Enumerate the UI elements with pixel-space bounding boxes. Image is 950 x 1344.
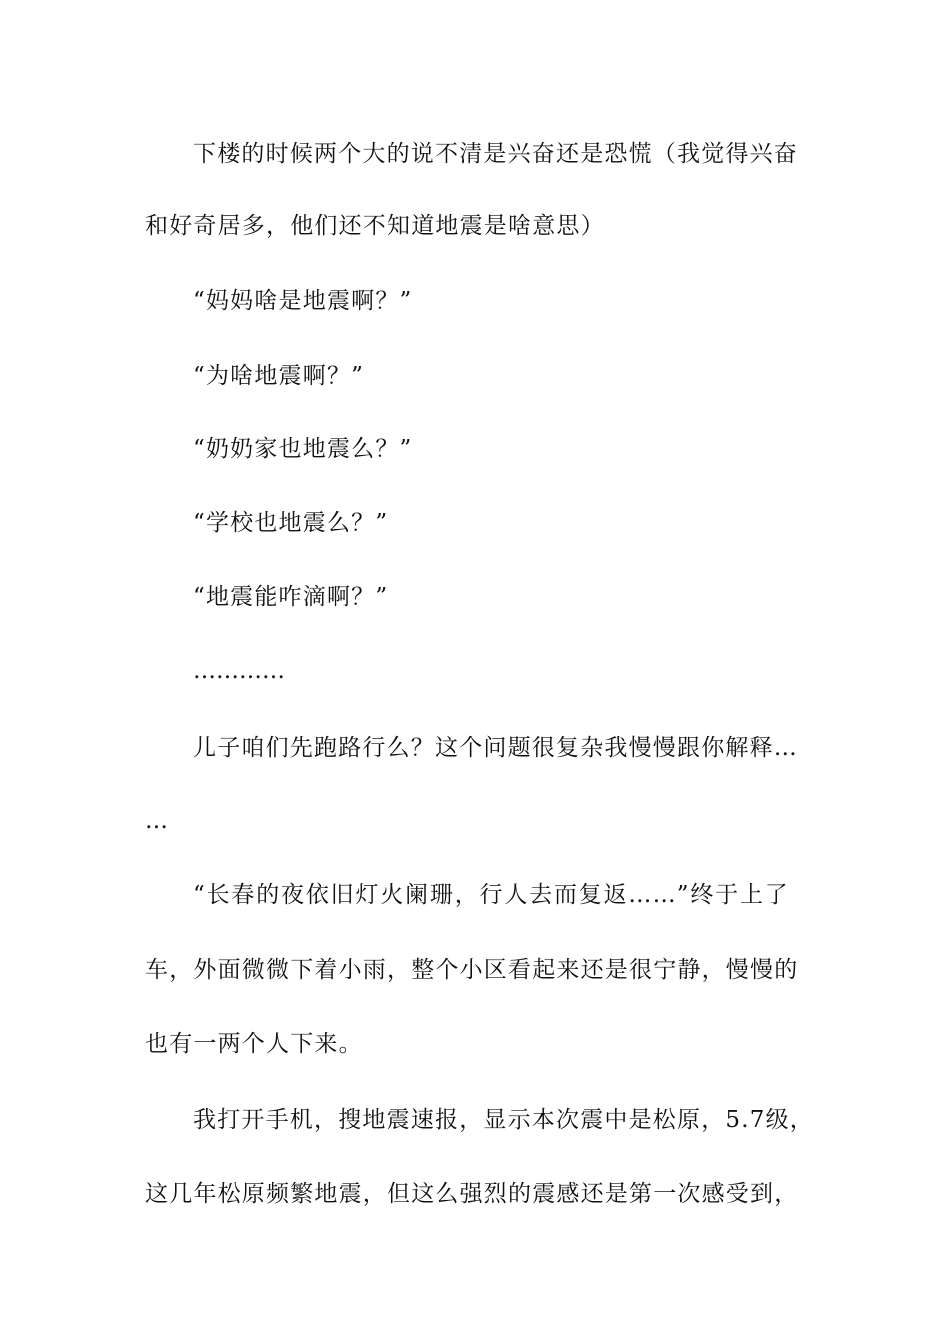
dialogue-line: “地震能咋滴啊？” bbox=[193, 584, 389, 610]
ellipsis-line: ………… bbox=[193, 658, 285, 684]
dialogue-line: “妈妈啥是地震啊？” bbox=[193, 288, 413, 314]
dialogue-line: “奶奶家也地震么？” bbox=[193, 436, 413, 462]
paragraph-line: 和好奇居多，他们还不知道地震是啥意思） bbox=[145, 213, 605, 239]
paragraph-line: 儿子咱们先跑路行么？这个问题很复杂我慢慢跟你解释… bbox=[193, 735, 798, 761]
dialogue-line: “学校也地震么？” bbox=[193, 510, 389, 536]
paragraph-line: … bbox=[145, 808, 170, 834]
paragraph-line: 我打开手机，搜地震速报，显示本次震中是松原，5.7级， bbox=[193, 1107, 814, 1133]
paragraph-line: 车，外面微微下着小雨，整个小区看起来还是很宁静，慢慢的 bbox=[145, 957, 799, 983]
paragraph-line: “长春的夜依旧灯火阑珊，行人去而复返……”终于上了 bbox=[193, 882, 789, 908]
paragraph-line: 这几年松原频繁地震，但这么强烈的震感还是第一次感受到， bbox=[145, 1181, 799, 1207]
paragraph-line: 也有一两个人下来。 bbox=[145, 1031, 363, 1057]
dialogue-line: “为啥地震啊？” bbox=[193, 363, 365, 389]
paragraph-line: 下楼的时候两个大的说不清是兴奋还是恐慌（我觉得兴奋 bbox=[193, 141, 798, 167]
